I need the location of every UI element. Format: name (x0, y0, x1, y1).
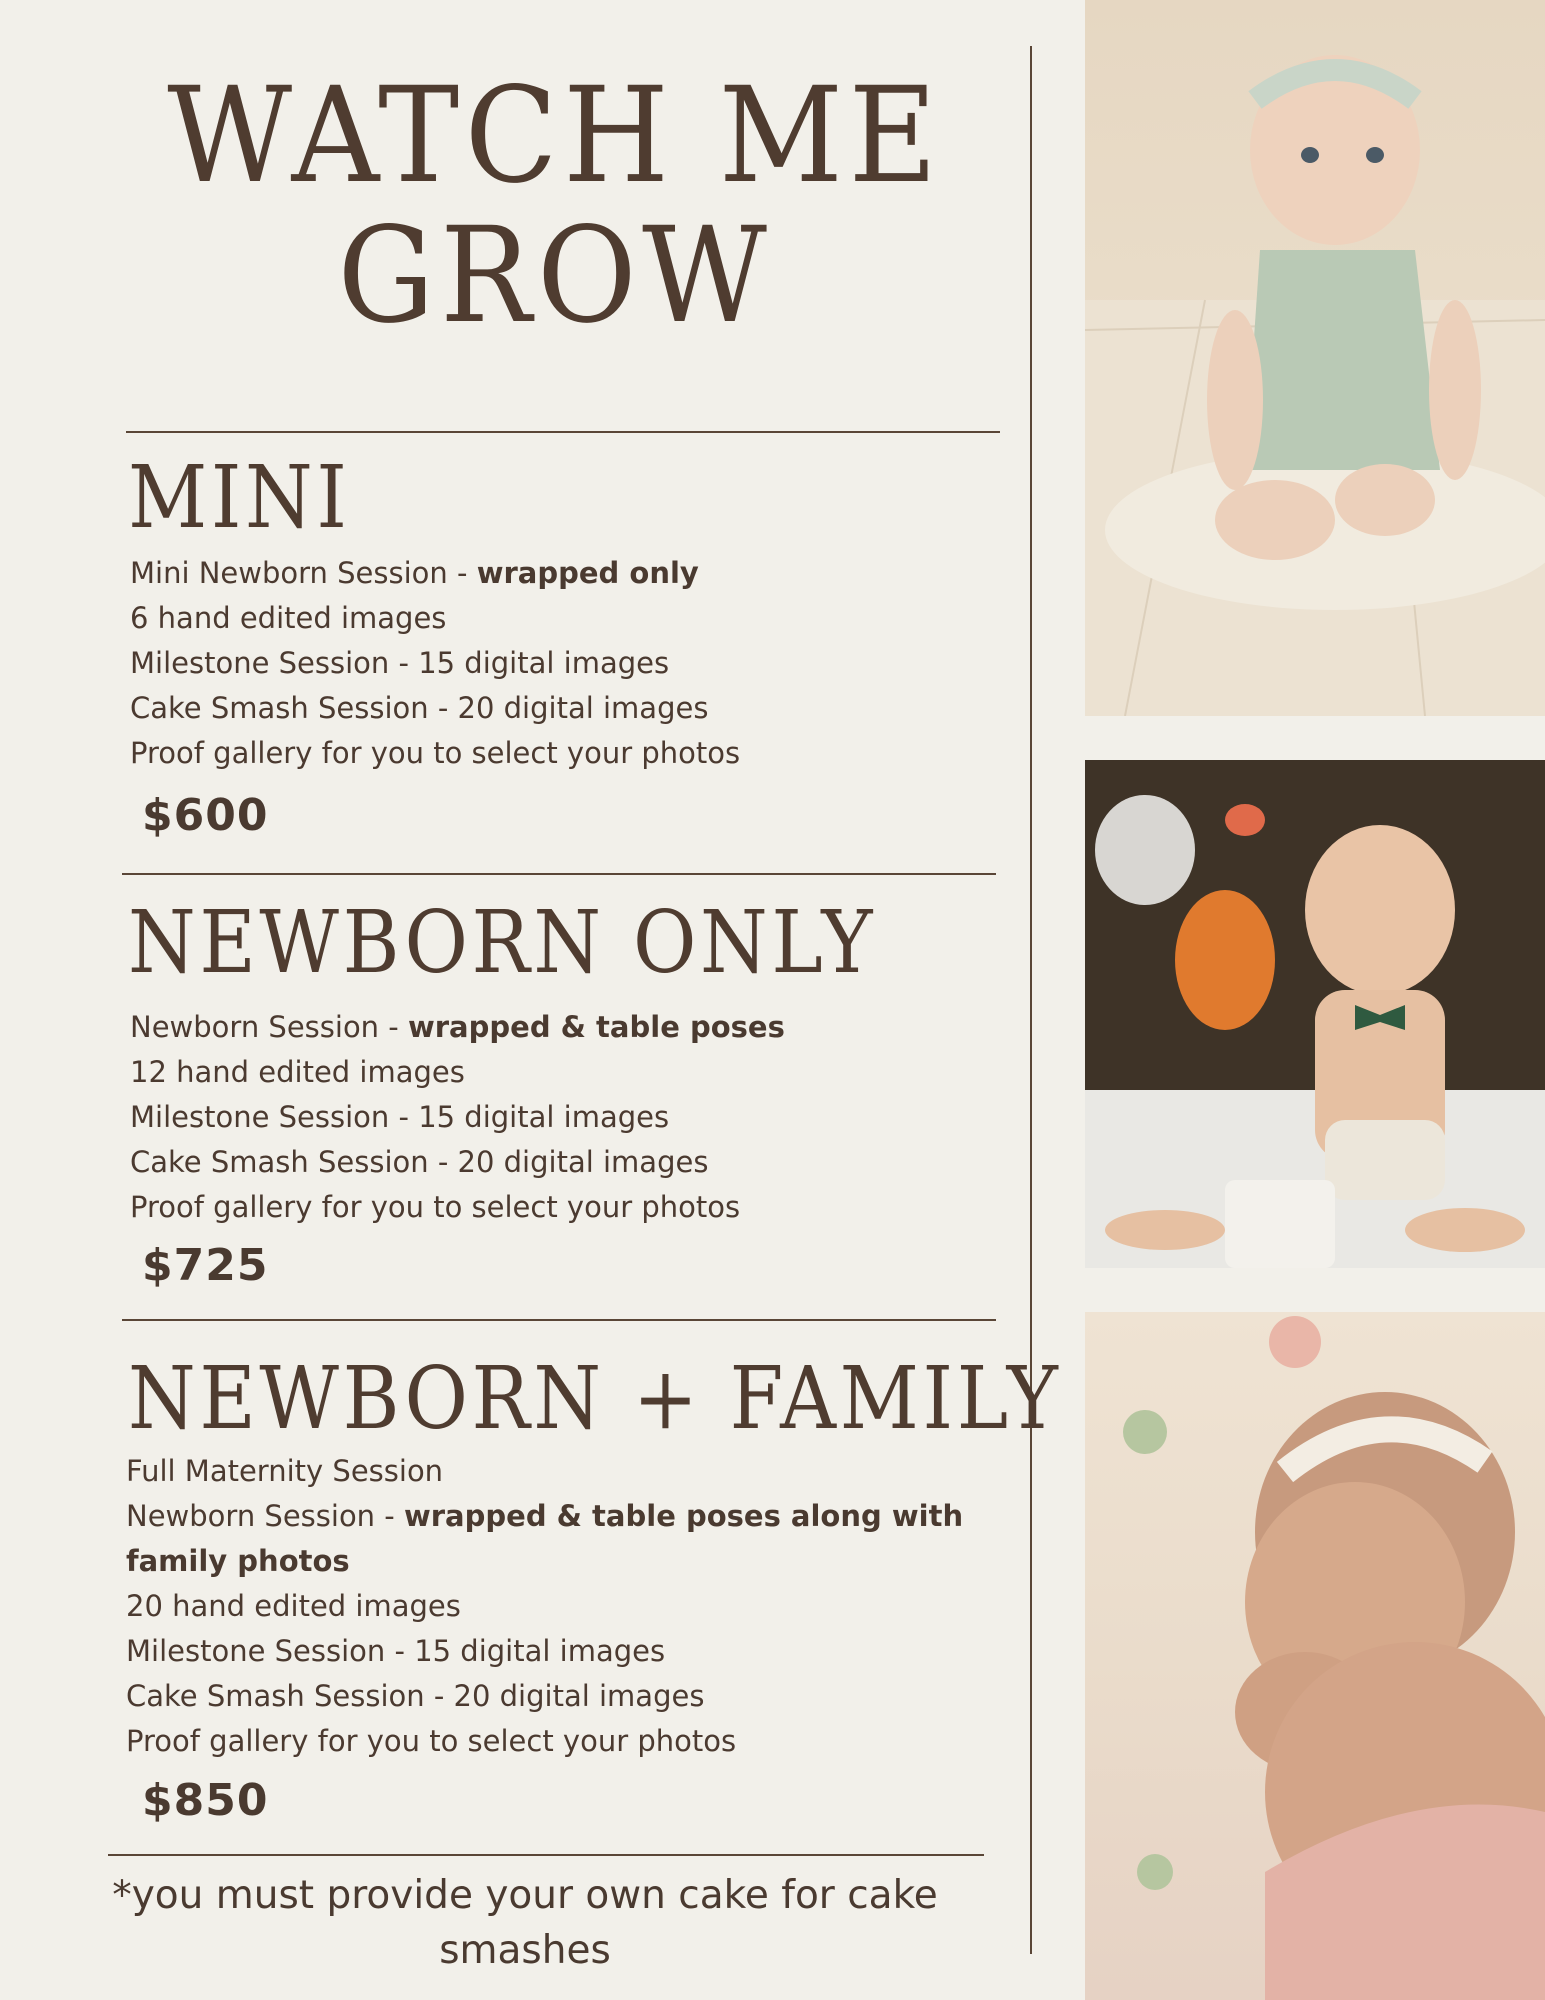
divider-newborn (122, 1319, 996, 1321)
list-item: Newborn Session - wrapped & table poses (130, 1010, 785, 1044)
list-item: Newborn Session - wrapped & table poses along with (126, 1499, 964, 1533)
vertical-divider (1030, 46, 1032, 1954)
divider-family (108, 1854, 984, 1856)
list-item: Proof gallery for you to select your photos (130, 736, 741, 770)
list-item: 6 hand edited images (130, 601, 447, 635)
footnote: *you must provide your own cake for cake smashes (112, 1873, 938, 1973)
list-item: Cake Smash Session - 20 digital images (130, 1145, 709, 1179)
photo-baby-sitting (1085, 0, 1545, 716)
price-mini: $600 (142, 790, 269, 841)
divider-mini (122, 873, 996, 875)
package-items-newborn-family (126, 1449, 963, 1764)
package-title-newborn-only: NEWBORN ONLY (128, 893, 877, 993)
package-title-mini: MINI (128, 448, 351, 548)
list-item: Cake Smash Session - 20 digital images (126, 1679, 705, 1713)
list-item: Milestone Session - 15 digital images (126, 1634, 666, 1668)
photo-cake-smash (1085, 760, 1545, 1268)
list-item: 12 hand edited images (130, 1055, 465, 1089)
photo-sleeping-newborn (1085, 1312, 1545, 2000)
list-item: Proof gallery for you to select your photos (130, 1190, 741, 1224)
title-line-1: WATCH ME (167, 59, 943, 213)
list-item: Mini Newborn Session - wrapped only (130, 556, 699, 590)
list-item: Full Maternity Session (126, 1454, 444, 1488)
package-items-mini (130, 551, 740, 776)
price-newborn-family: $850 (142, 1775, 269, 1826)
divider-top (126, 431, 1000, 433)
list-item: family photos (126, 1544, 350, 1578)
list-item: Cake Smash Session - 20 digital images (130, 691, 709, 725)
title-line-2: GROW (337, 199, 773, 353)
list-item: 20 hand edited images (126, 1589, 461, 1623)
list-item: Proof gallery for you to select your photos (126, 1724, 737, 1758)
package-title-newborn-family: NEWBORN + FAMILY (128, 1349, 1062, 1449)
package-items-newborn-only (130, 1005, 785, 1230)
list-item: Milestone Session - 15 digital images (130, 1100, 670, 1134)
price-newborn-only: $725 (142, 1240, 269, 1291)
list-item: Milestone Session - 15 digital images (130, 646, 670, 680)
